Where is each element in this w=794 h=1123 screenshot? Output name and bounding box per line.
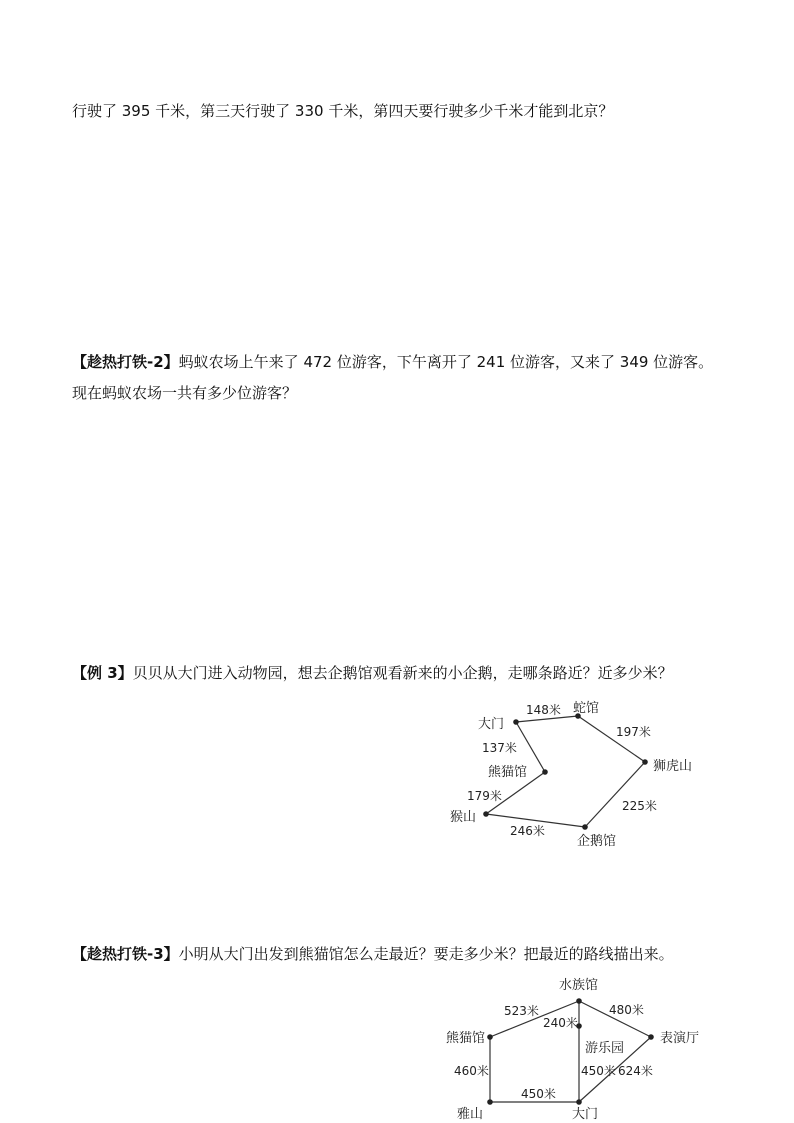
edge-lion-penguin (585, 762, 645, 827)
dist-hill-gate: 450米 (521, 1087, 556, 1101)
dist-show-gate: 624米 (618, 1064, 653, 1078)
map1-node-labels (450, 700, 692, 849)
node-panda (542, 769, 548, 775)
label-gate: 大门 (478, 717, 505, 732)
dist-lion-penguin: 225米 (622, 799, 657, 813)
practice-3-tag: 【趁热打铁-3】 (72, 945, 179, 963)
dist-aquarium-park: 240米 (543, 1016, 578, 1030)
label-hill: 雅山 (457, 1107, 484, 1122)
label-panda: 熊猫馆 (488, 765, 528, 780)
dist-gate-snake: 148米 (526, 703, 561, 717)
node-gate (576, 1099, 582, 1105)
node-show (648, 1034, 654, 1040)
zoo-route-map (440, 690, 740, 860)
dist-gate-panda: 137米 (482, 741, 517, 755)
label-panda: 熊猫馆 (446, 1031, 486, 1046)
example-3-text: 贝贝从大门进入动物园，想去企鹅馆观看新来的小企鹅，走哪条路近？近多少米？ (132, 664, 673, 682)
problem-2-line-2: 现在蚂蚁农场一共有多少位游客？ (72, 384, 298, 402)
node-hill (487, 1099, 493, 1105)
node-penguin (582, 824, 588, 830)
dist-panda-hill: 460米 (454, 1064, 489, 1078)
label-park: 游乐园 (585, 1041, 625, 1056)
edge-snake-lion (578, 716, 645, 762)
label-snake: 蛇馆 (573, 701, 600, 716)
practice-3-line (72, 944, 674, 964)
node-monkey (483, 811, 489, 817)
dist-snake-lion: 197米 (616, 725, 651, 739)
example-3-line (72, 663, 673, 683)
label-penguin: 企鹅馆 (577, 834, 617, 849)
dist-park-gate: 450米 (581, 1064, 616, 1078)
practice-3-text: 小明从大门出发到熊猫馆怎么走最近？要走多少米？把最近的路线描出来。 (178, 945, 674, 963)
label-show: 表演厅 (660, 1031, 700, 1046)
node-lion (642, 759, 648, 765)
label-gate: 大门 (572, 1107, 599, 1122)
dist-monkey-penguin: 246米 (510, 824, 545, 838)
problem-2-tag: 【趁热打铁-2】 (72, 353, 179, 371)
problem-2-line-1 (72, 352, 713, 372)
dist-panda-monkey: 179米 (467, 789, 502, 803)
node-aquarium (576, 998, 582, 1004)
problem-2-text: 蚂蚁农场上午来了 472 位游客，下午离开了 241 位游客，又来了 349 位游客。 (178, 353, 714, 371)
label-monkey: 猴山 (450, 810, 477, 825)
dist-aquarium-show: 480米 (609, 1003, 644, 1017)
node-gate (513, 719, 519, 725)
park-route-map (440, 970, 740, 1123)
label-aquarium: 水族馆 (559, 978, 599, 993)
problem-1-continuation: 行驶了 395 千米，第三天行驶了 330 千米，第四天要行驶多少千米才能到北京？ (72, 102, 614, 120)
node-panda (487, 1034, 493, 1040)
example-3-tag: 【例 3】 (72, 664, 133, 682)
label-lion: 狮虎山 (653, 759, 693, 774)
map2-node-labels (446, 977, 699, 1122)
dist-panda-aquarium: 523米 (504, 1004, 539, 1018)
